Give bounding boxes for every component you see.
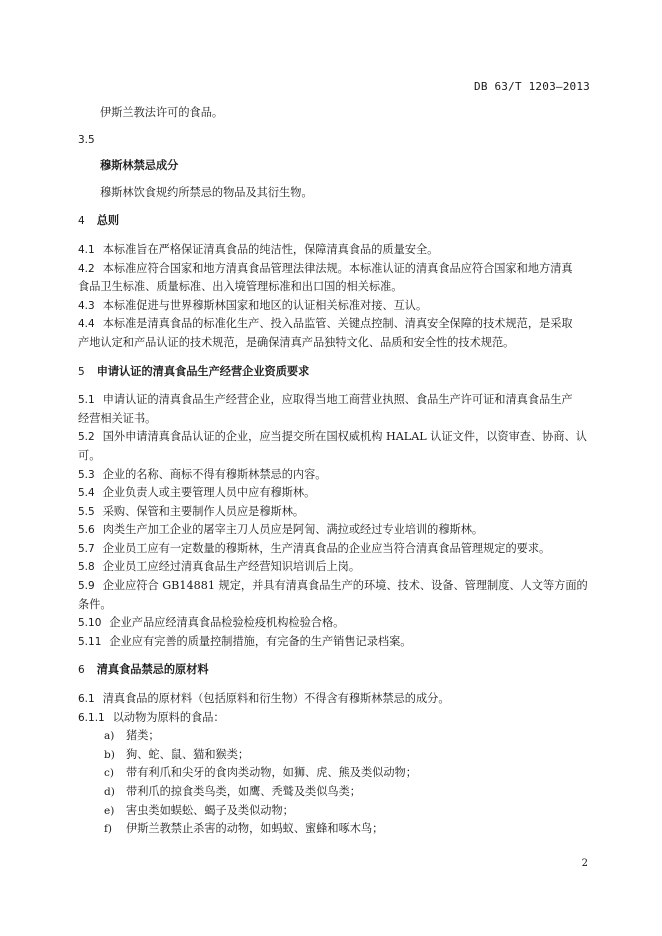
clause-number: 5.7 [78, 542, 95, 555]
section-number: 6 [78, 664, 85, 677]
clause-text-continued: 经营相关证书。 [78, 411, 157, 425]
section-6-heading [78, 661, 594, 680]
clause-text: 本标准促进与世界穆斯林国家和地区的认证相关标准对接、互认。 [102, 298, 428, 312]
clause-number: 5.2 [78, 431, 95, 444]
clause-text: 申请认证的清真食品生产经营企业，应取得当地工商营业执照、食品生产许可证和清真食品生产 [102, 393, 573, 407]
clause-4-4 [78, 315, 594, 352]
clause-5-11 [78, 633, 594, 652]
clause-text: 企业应符合 GB14881 规定，并具有清真食品生产的环境、技术、设备、管理制度、人文等方面的 [102, 579, 588, 593]
clause-3-5-number: 3.5 [78, 133, 95, 146]
clause-number: 6.1 [78, 693, 95, 706]
clause-text: 本标准应符合国家和地方清真食品管理法律法规。本标准认证的清真食品应符合国家和地方清真 [102, 261, 573, 275]
clause-5-9 [78, 577, 594, 614]
clause-text: 企业员工应有一定数量的穆斯林，生产清真食品的企业应当符合清真食品管理规定的要求。 [102, 541, 551, 555]
section-number: 5 [78, 365, 85, 378]
clause-number: 5.10 [78, 617, 102, 630]
clause-text: 本标准是清真食品的标准化生产、投入品监管、关键点控制、清真安全保障的技术规范，是采取 [102, 317, 573, 331]
clause-text: 以动物为原料的食品： [112, 710, 225, 724]
clause-5-8 [78, 558, 594, 577]
clause-number: 5.1 [78, 394, 95, 407]
clause-text: 企业的名称、商标不得有穆斯林禁忌的内容。 [102, 467, 327, 481]
list-text: 带利爪的掠食类鸟类，如鹰、秃鹫及类似鸟类； [126, 785, 361, 798]
clause-5-10 [78, 614, 594, 633]
clause-text: 采购、保管和主要制作人员应是穆斯林。 [102, 504, 305, 518]
clause-number: 5.8 [78, 561, 95, 574]
clause-5-4 [78, 484, 594, 503]
list-label: b) [104, 748, 115, 761]
list-label: a) [104, 730, 115, 743]
list-text: 猪类； [126, 729, 160, 743]
continued-line: 伊斯兰教法许可的食品。 [100, 106, 224, 119]
clause-text: 清真食品的原材料（包括原料和衍生物）不得含有穆斯林禁忌的成分。 [102, 692, 450, 706]
section-title: 申请认证的清真食品生产经营企业资质要求 [96, 364, 310, 378]
term-definition: 穆斯林饮食规约所禁忌的物品及其衍生物。 [100, 185, 313, 199]
clause-number: 5.11 [78, 635, 102, 648]
clause-number: 4.2 [78, 262, 95, 275]
clause-number: 5.4 [78, 487, 95, 500]
clause-4-3 [78, 297, 594, 316]
list-item [78, 783, 594, 802]
document-code: DB 63/T 1203—2013 [474, 80, 590, 93]
section-4-heading [78, 212, 594, 231]
list-text: 伊斯兰教禁止杀害的动物，如蚂蚁、蜜蜂和啄木鸟； [126, 822, 384, 836]
list-label: d) [104, 786, 115, 798]
clause-text: 企业应有完善的质量控制措施，有完备的生产销售记录档案。 [109, 634, 412, 648]
clause-number: 5.3 [78, 468, 95, 481]
clause-text: 国外申请清真食品认证的企业，应当提交所在国权威机构 HALAL 认证文件，以资审查、协商、认 [102, 430, 587, 444]
clause-number: 4.3 [78, 299, 95, 312]
clause-5-7 [78, 540, 594, 559]
clause-4-2 [78, 260, 594, 297]
clause-text: 企业负责人或主要管理人员中应有穆斯林。 [102, 486, 316, 500]
list-label: e) [104, 804, 115, 817]
term-title: 穆斯林禁忌成分 [100, 159, 179, 173]
clause-6-1 [78, 690, 594, 709]
clause-text-continued: 可。 [78, 448, 101, 462]
clause-number: 5.9 [78, 580, 95, 593]
clause-5-1 [78, 391, 594, 428]
list-item [78, 764, 594, 783]
clause-text: 本标准旨在严格保证清真食品的纯洁性，保障清真食品的质量安全。 [102, 242, 439, 256]
clause-text-continued: 食品卫生标准、质量标准、出入境管理标准和出口国的相关标准。 [78, 280, 403, 294]
list-text: 狗、蛇、鼠、猫和猴类； [126, 747, 250, 761]
list-item [78, 802, 594, 821]
clause-5-3 [78, 466, 594, 485]
header-rule [78, 96, 590, 97]
list-text: 带有利爪和尖牙的食肉类动物，如狮、虎、熊及类似动物； [126, 766, 417, 780]
clause-text: 企业员工应经过清真食品生产经营知识培训后上岗。 [102, 560, 361, 574]
clause-number: 4.4 [78, 318, 95, 331]
clause-number: 6.1.1 [78, 711, 105, 724]
list-label: c) [104, 767, 114, 780]
list-label: f) [104, 823, 112, 836]
clause-6-1-1 [78, 709, 594, 728]
clause-text: 企业产品应经清真食品检验检疫机构检验合格。 [109, 616, 345, 630]
clause-4-1 [78, 241, 594, 260]
section-title: 清真食品禁忌的原材料 [96, 663, 209, 677]
page-number: 2 [581, 858, 588, 869]
list-item [78, 820, 594, 839]
clause-5-2 [78, 428, 594, 465]
document-body [78, 104, 594, 839]
section-title: 总则 [96, 214, 120, 228]
clause-text: 肉类生产加工企业的屠宰主刀人员应是阿訇、满拉或经过专业培训的穆斯林。 [102, 523, 484, 537]
clause-number: 4.1 [78, 243, 95, 256]
clause-number: 5.5 [78, 505, 95, 518]
clause-text-continued: 条件。 [78, 597, 112, 611]
section-5-heading [78, 363, 594, 382]
section-number: 4 [78, 215, 85, 228]
clause-5-5 [78, 503, 594, 522]
list-item [78, 746, 594, 765]
clause-5-6 [78, 521, 594, 540]
list-item [78, 727, 594, 746]
clause-text-continued: 产地认定和产品认证的技术规范，是确保清真产品独特文化、品质和安全性的技术规范。 [78, 335, 515, 349]
list-text: 害虫类如蜈蚣、蝎子及类似动物； [126, 803, 294, 817]
clause-number: 5.6 [78, 524, 95, 537]
